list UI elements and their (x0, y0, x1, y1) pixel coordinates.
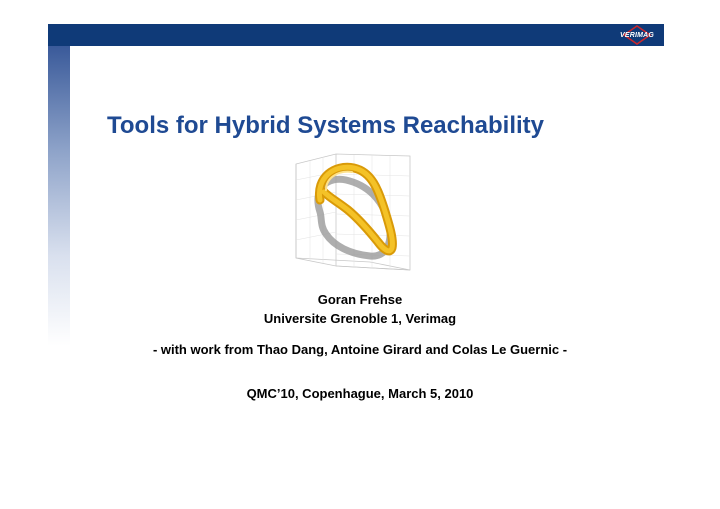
collaborators: - with work from Thao Dang, Antoine Girard and Colas Le Guernic - (152, 342, 568, 357)
event-info: QMC’10, Copenhague, March 5, 2010 (246, 386, 474, 401)
slide-title: Tools for Hybrid Systems Reachability (107, 112, 545, 139)
header-bar (48, 24, 664, 46)
logo-text: VERIMAG (619, 31, 655, 39)
reachability-tube-3d-plot (290, 150, 420, 275)
affiliation: Universite Grenoble 1, Verimag (263, 311, 457, 326)
verimag-logo (612, 25, 662, 45)
author-name: Goran Frehse (317, 292, 403, 307)
